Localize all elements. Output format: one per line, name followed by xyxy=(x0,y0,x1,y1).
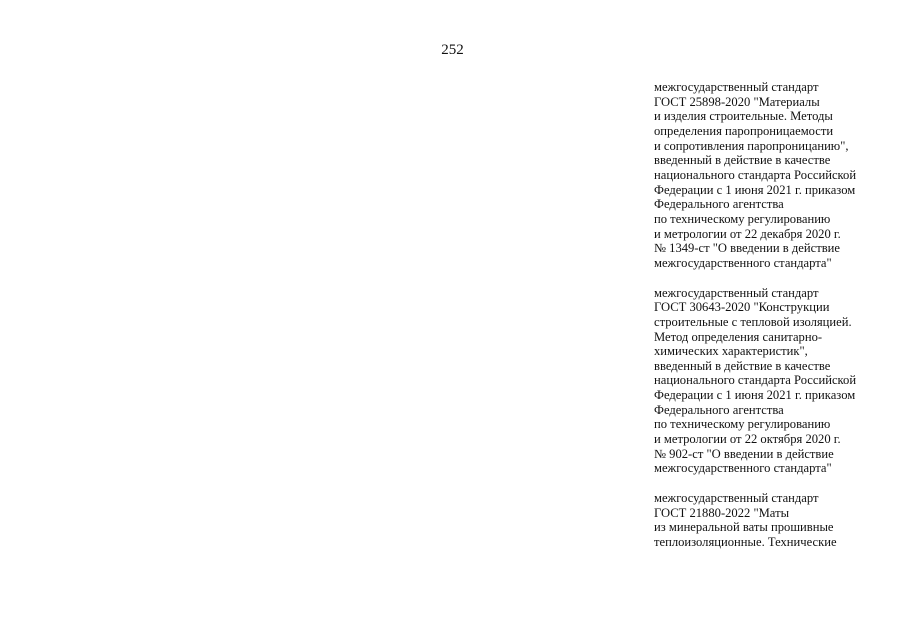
entry-line: определения паропроницаемости xyxy=(654,123,834,138)
entry-line: Метод определения санитарно- xyxy=(654,329,823,344)
standard-entry-1 xyxy=(654,80,894,271)
entry-line: межгосударственного стандарта" xyxy=(654,461,832,476)
standard-entry-2 xyxy=(654,286,894,477)
entry-line: введенный в действие в качестве xyxy=(654,358,831,373)
entry-line: введенный в действие в качестве xyxy=(654,153,831,168)
entry-line: межгосударственного стандарта" xyxy=(654,255,832,270)
entry-line: из минеральной ваты прошивные xyxy=(654,520,834,535)
entry-line: межгосударственный стандарт xyxy=(654,80,819,94)
entry-line: и метрологии от 22 октября 2020 г. xyxy=(654,432,841,447)
entry-line: ГОСТ 30643-2020 "Конструкции xyxy=(654,300,830,315)
standards-list xyxy=(654,80,894,565)
entry-line: теплоизоляционные. Технические xyxy=(654,535,837,550)
entry-line: национального стандарта Российской xyxy=(654,373,857,388)
entry-line: межгосударственный стандарт xyxy=(654,491,819,506)
entry-line: Федерального агентства xyxy=(654,197,784,212)
entry-line: ГОСТ 21880-2022 "Маты xyxy=(654,505,790,520)
page-number: 252 xyxy=(441,42,464,58)
entry-line: национального стандарта Российской xyxy=(654,167,857,182)
entry-line: и сопротивления паропроницанию", xyxy=(654,138,849,153)
entry-line: Федерации с 1 июня 2021 г. приказом xyxy=(654,182,856,197)
entry-line: строительные с тепловой изоляцией. xyxy=(654,314,852,329)
entry-line: по техническому регулированию xyxy=(654,417,831,432)
standard-entry-3 xyxy=(654,491,894,550)
entry-line: химических характеристик", xyxy=(654,344,808,359)
entry-line: Федерального агентства xyxy=(654,402,784,417)
entry-line: межгосударственный стандарт xyxy=(654,285,819,300)
entry-line: по техническому регулированию xyxy=(654,211,831,226)
entry-line: № 902-ст "О введении в действие xyxy=(654,446,834,461)
entry-line: и изделия строительные. Методы xyxy=(654,109,833,124)
entry-line: № 1349-ст "О введении в действие xyxy=(654,241,840,256)
entry-line: Федерации с 1 июня 2021 г. приказом xyxy=(654,388,856,403)
entry-line: и метрологии от 22 декабря 2020 г. xyxy=(654,226,841,241)
entry-line: ГОСТ 25898-2020 "Материалы xyxy=(654,94,820,109)
